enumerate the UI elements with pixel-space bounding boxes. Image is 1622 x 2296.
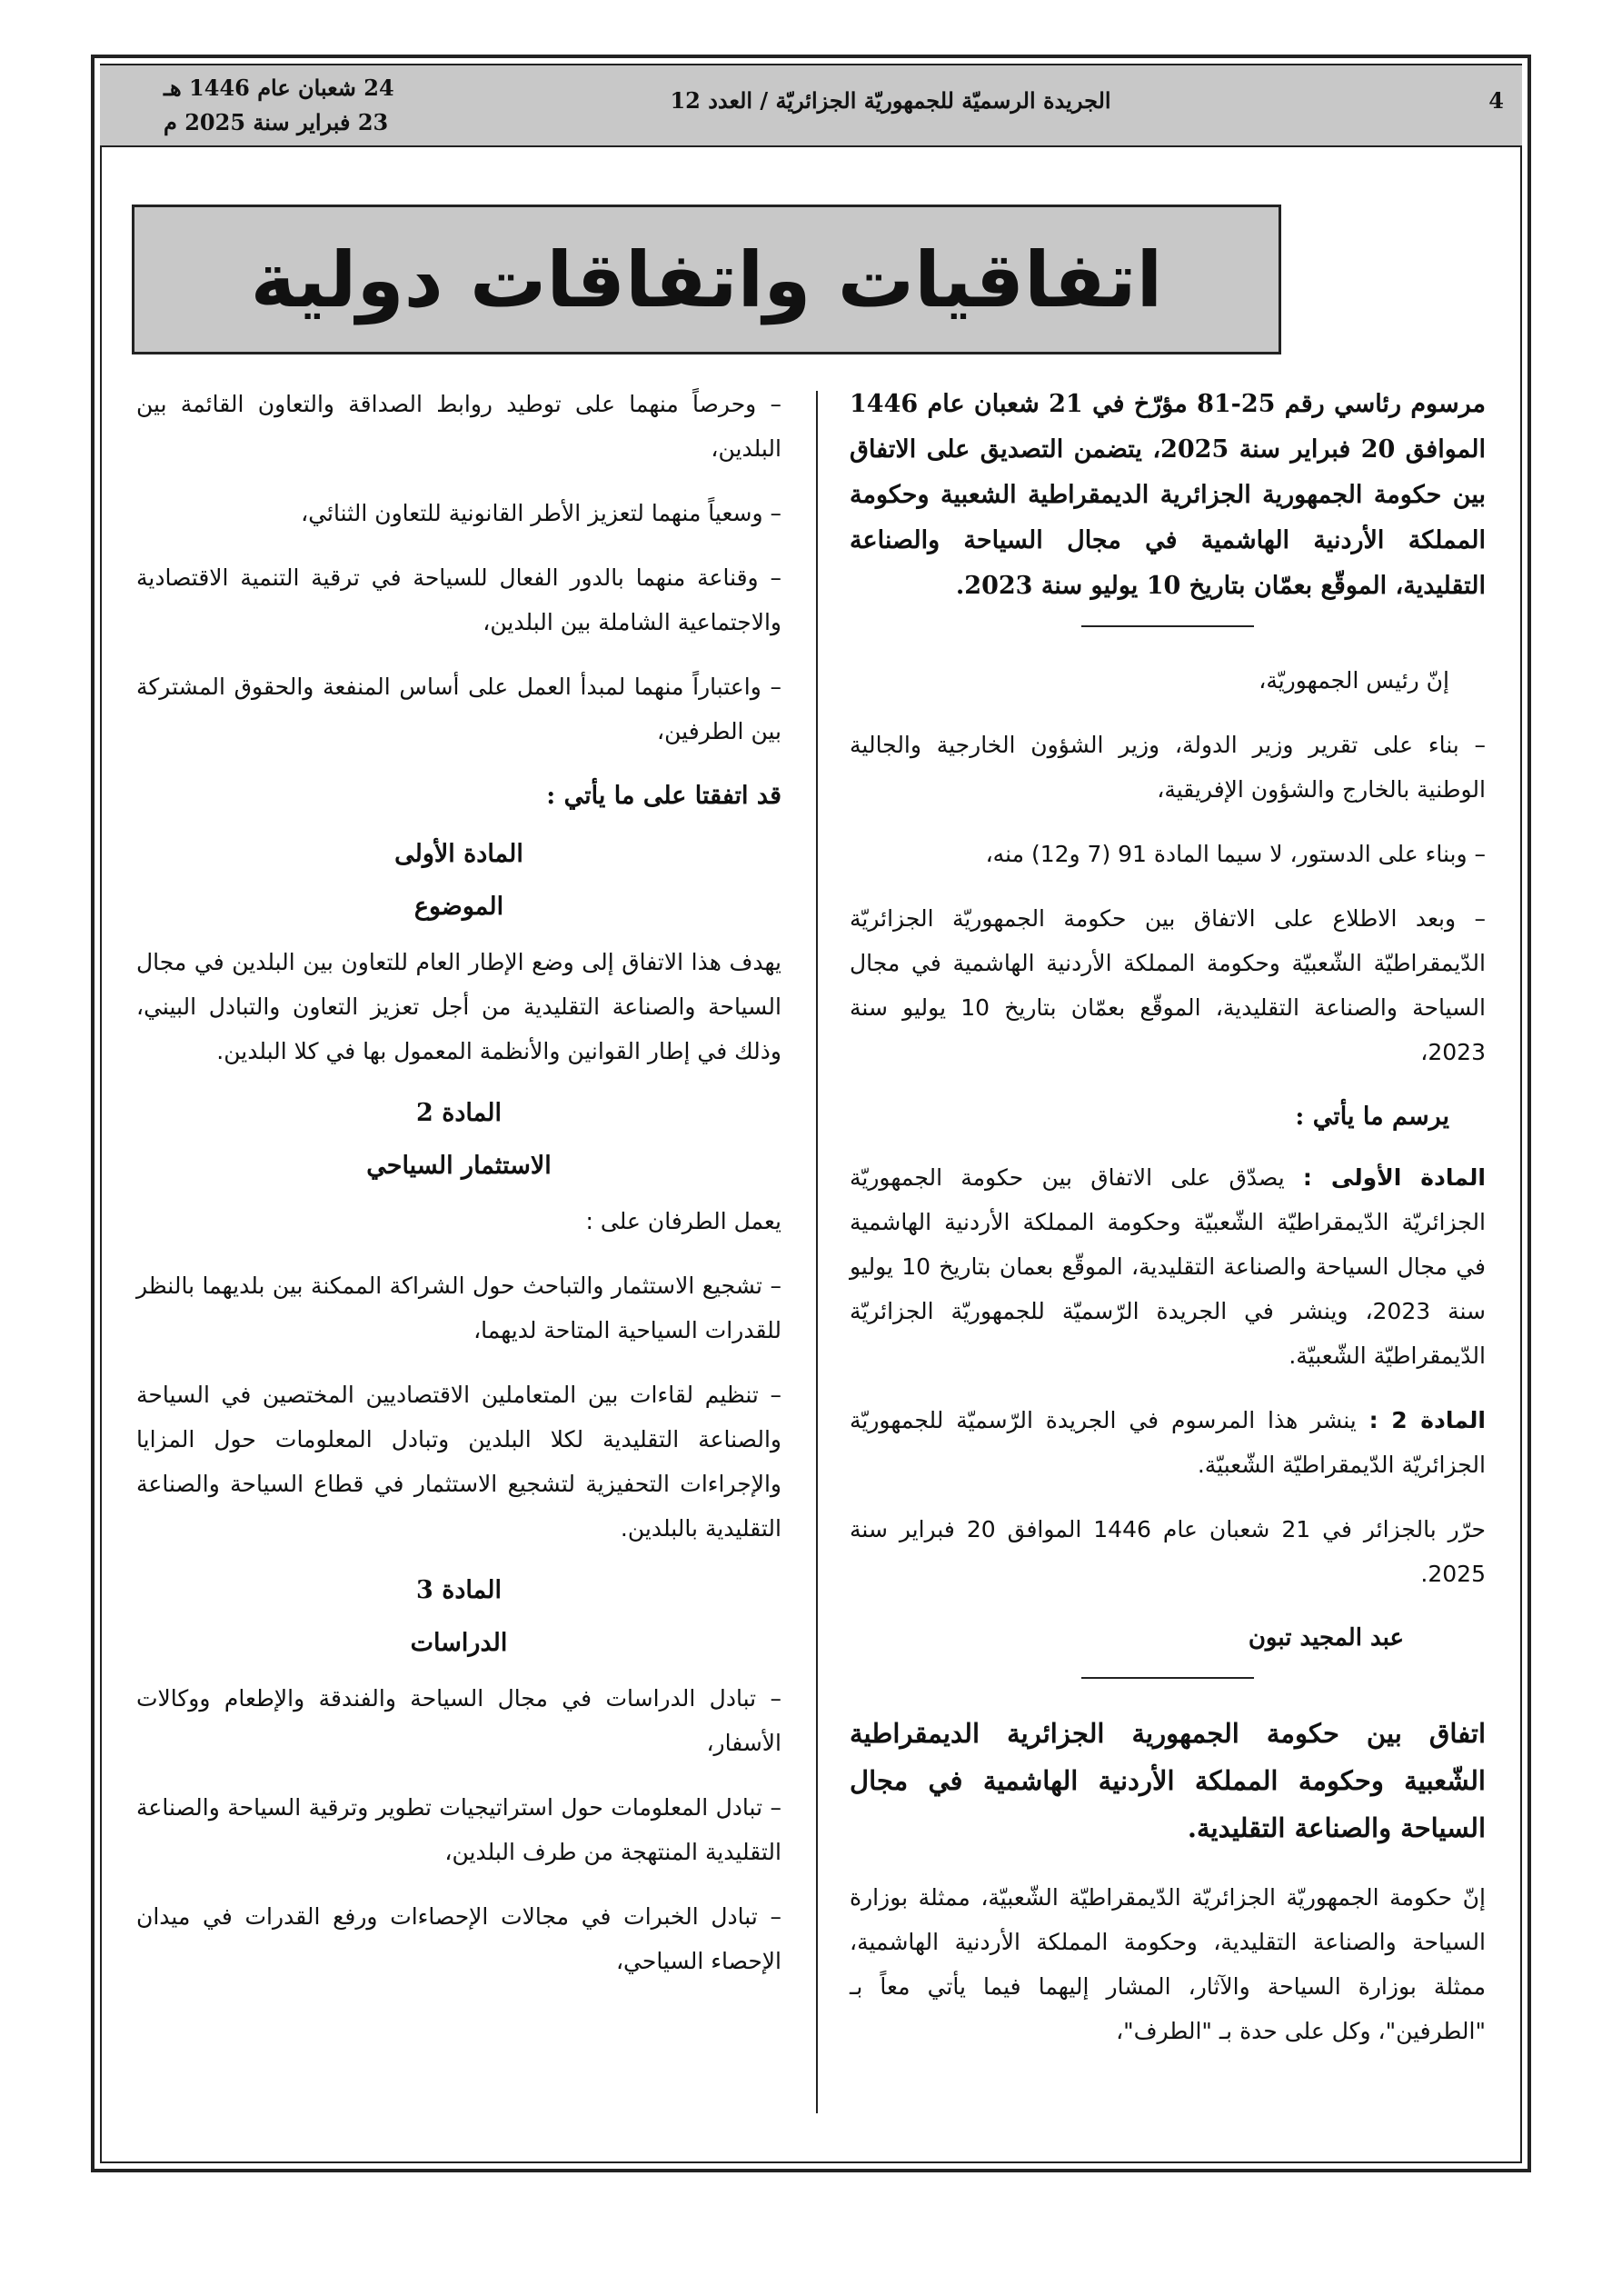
recital-mutual-benefit: – واعتباراً منهما لمبدأ العمل على أساس المنفعة والحقوق المشتركة بين الطرفين،: [136, 674, 781, 744]
article-3-item-3: – تبادل الخبرات في مجالات الإحصاءات ورفع القدرات في ميدان الإحصاء السياحي،: [136, 1903, 781, 1974]
decrees-label: يرسم ما يأتي :: [1295, 1103, 1449, 1131]
decree-article-1-text: يصدّق على الاتفاق بين حكومة الجمهوريّة الجزائريّة الدّيمقراطيّة الشّعبيّة وحكومة المملكة الأردنية الهاشمية في مجال السياحة والصناعة التقليدية، الموقّع بعمان بتاريخ 10 يوليو سنة 2023، وينشر في الجريدة الرّسميّة للجمهوريّة الجزائريّة الدّيمقراطيّة الشّعبيّة.: [850, 1164, 1487, 1369]
recital-tourism-role: – وقناعة منهما بالدور الفعال للسياحة في ترقية التنمية الاقتصادية والاجتماعية الشاملة بين البلدين،: [136, 564, 781, 635]
decree-article-1: [850, 1155, 1486, 1378]
hijri-date: 24 شعبان عام 1446 هـ: [164, 75, 394, 101]
decree-intro: إنّ رئيس الجمهوريّة،: [1259, 667, 1449, 694]
decree-article-2-label: المادة 2 :: [1368, 1407, 1486, 1433]
section-title-box: [132, 205, 1281, 354]
article-3-item-2: – تبادل المعلومات حول استراتيجيات تطوير وترقية السياحة والصناعة التقليدية المنتهجة من طرف البلدين،: [136, 1794, 781, 1865]
signature: عبد المجيد تبون: [1248, 1624, 1404, 1652]
article-2-item-2: – تنظيم لقاءات بين المتعاملين الاقتصاديين المختصين في السياحة والصناعة التقليدية لكلا البلدين وتبادل المعلومات حول المزايا والإجراءات التحفيزية لتشجيع الاستثمار في قطاع السياحة والصناعة التقليدية بالبلدين.: [136, 1382, 781, 1542]
gazette-title: الجريدة الرسميّة للجمهوريّة الجزائريّة / العدد 12: [670, 87, 1111, 114]
separator-rule: [1081, 625, 1254, 627]
column-divider: [816, 391, 818, 2113]
article-3-title: الدراسات: [410, 1629, 508, 1657]
decree-article-1-label: المادة الأولى :: [1302, 1164, 1486, 1191]
right-column: [850, 382, 1486, 2073]
separator-rule: [1081, 1677, 1254, 1679]
agreement-intro: إنّ حكومة الجمهوريّة الجزائريّة الدّيمقراطيّة الشّعبيّة، ممثلة بوزارة السياحة والصناعة التقليدية، وحكومة المملكة الأردنية الهاشمية، ممثلة بوزارة السياحة والآثار، المشار إليهما فيما يأتي معاً بـ "الطرفين"، وكل على حدة بـ "الطرف"،: [850, 1884, 1486, 2044]
article-1-title: الموضوع: [413, 893, 504, 921]
left-column: [136, 382, 781, 2003]
recital-constitution: – وبناء على الدستور، لا سيما المادة 91 (7 و12) منه،: [985, 841, 1486, 867]
section-title: اتفاقيات واتفاقات دولية: [250, 235, 1163, 324]
article-3-number: المادة 3: [416, 1576, 502, 1604]
recital-report: – بناء على تقرير وزير الدولة، وزير الشؤون الخارجية والجالية الوطنية بالخارج والشؤون الإفريقية،: [850, 732, 1486, 803]
decree-article-2-text: ينشر هذا المرسوم في الجريدة الرّسميّة للجمهوريّة الجزائريّة الدّيمقراطيّة الشّعبيّة.: [850, 1407, 1486, 1478]
article-2-intro: يعمل الطرفان على :: [585, 1208, 781, 1234]
done-at: حرّر بالجزائر في 21 شعبان عام 1446 الموافق 20 فبراير سنة 2025.: [850, 1516, 1486, 1587]
page-number: 4: [1488, 87, 1504, 114]
decree-heading: مرسوم رئاسي رقم 25-81 مؤرّخ في 21 شعبان عام 1446 الموافق 20 فبراير سنة 2025، يتضمن التصديق على الاتفاق بين حكومة الجمهورية الجزائرية الديمقراطية الشعبية وحكومة المملكة الأردنية الهاشمية في مجال السياحة والصناعة التقليدية، الموقّع بعمّان بتاريخ 10 يوليو سنة 2023.: [850, 390, 1486, 600]
recital-friendship: – وحرصاً منهما على توطيد روابط الصداقة والتعاون القائمة بين البلدين،: [136, 391, 781, 462]
article-1-text: يهدف هذا الاتفاق إلى وضع الإطار العام للتعاون بين البلدين في مجال السياحة والصناعة التقليدية من أجل تعزيز التعاون والتبادل البيني، وذلك في إطار القوانين والأنظمة المعمول بها في كلا البلدين.: [136, 949, 781, 1064]
decree-article-2: [850, 1398, 1486, 1487]
article-3-item-1: – تبادل الدراسات في مجال السياحة والفندقة والإطعام ووكالات الأسفار،: [136, 1685, 781, 1756]
agreed-label: قد اتفقتا على ما يأتي :: [546, 782, 781, 810]
recital-agreement: – وبعد الاطلاع على الاتفاق بين حكومة الجمهوريّة الجزائريّة الدّيمقراطيّة الشّعبيّة وحكومة المملكة الأردنية الهاشمية في مجال السياحة والصناعة التقليدية، الموقّع بعمّان بتاريخ 10 يوليو سنة 2023،: [850, 905, 1486, 1065]
gregorian-date: 23 فبراير سنة 2025 م: [164, 109, 389, 135]
article-2-item-1: – تشجيع الاستثمار والتباحث حول الشراكة الممكنة بين بلديهما بالنظر للقدرات السياحية المتاحة لديهما،: [136, 1273, 781, 1343]
article-2-title: الاستثمار السياحي: [366, 1152, 552, 1180]
agreement-heading: اتفاق بين حكومة الجمهورية الجزائرية الديمقراطية الشّعبية وحكومة المملكة الأردنية الهاشمية في مجال السياحة والصناعة التقليدية.: [850, 1718, 1486, 1843]
article-1-number: المادة الأولى: [394, 840, 523, 868]
recital-legal-frameworks: – وسعياً منهما لتعزيز الأطر القانونية للتعاون الثنائي،: [301, 500, 781, 526]
article-2-number: المادة 2: [416, 1099, 502, 1127]
